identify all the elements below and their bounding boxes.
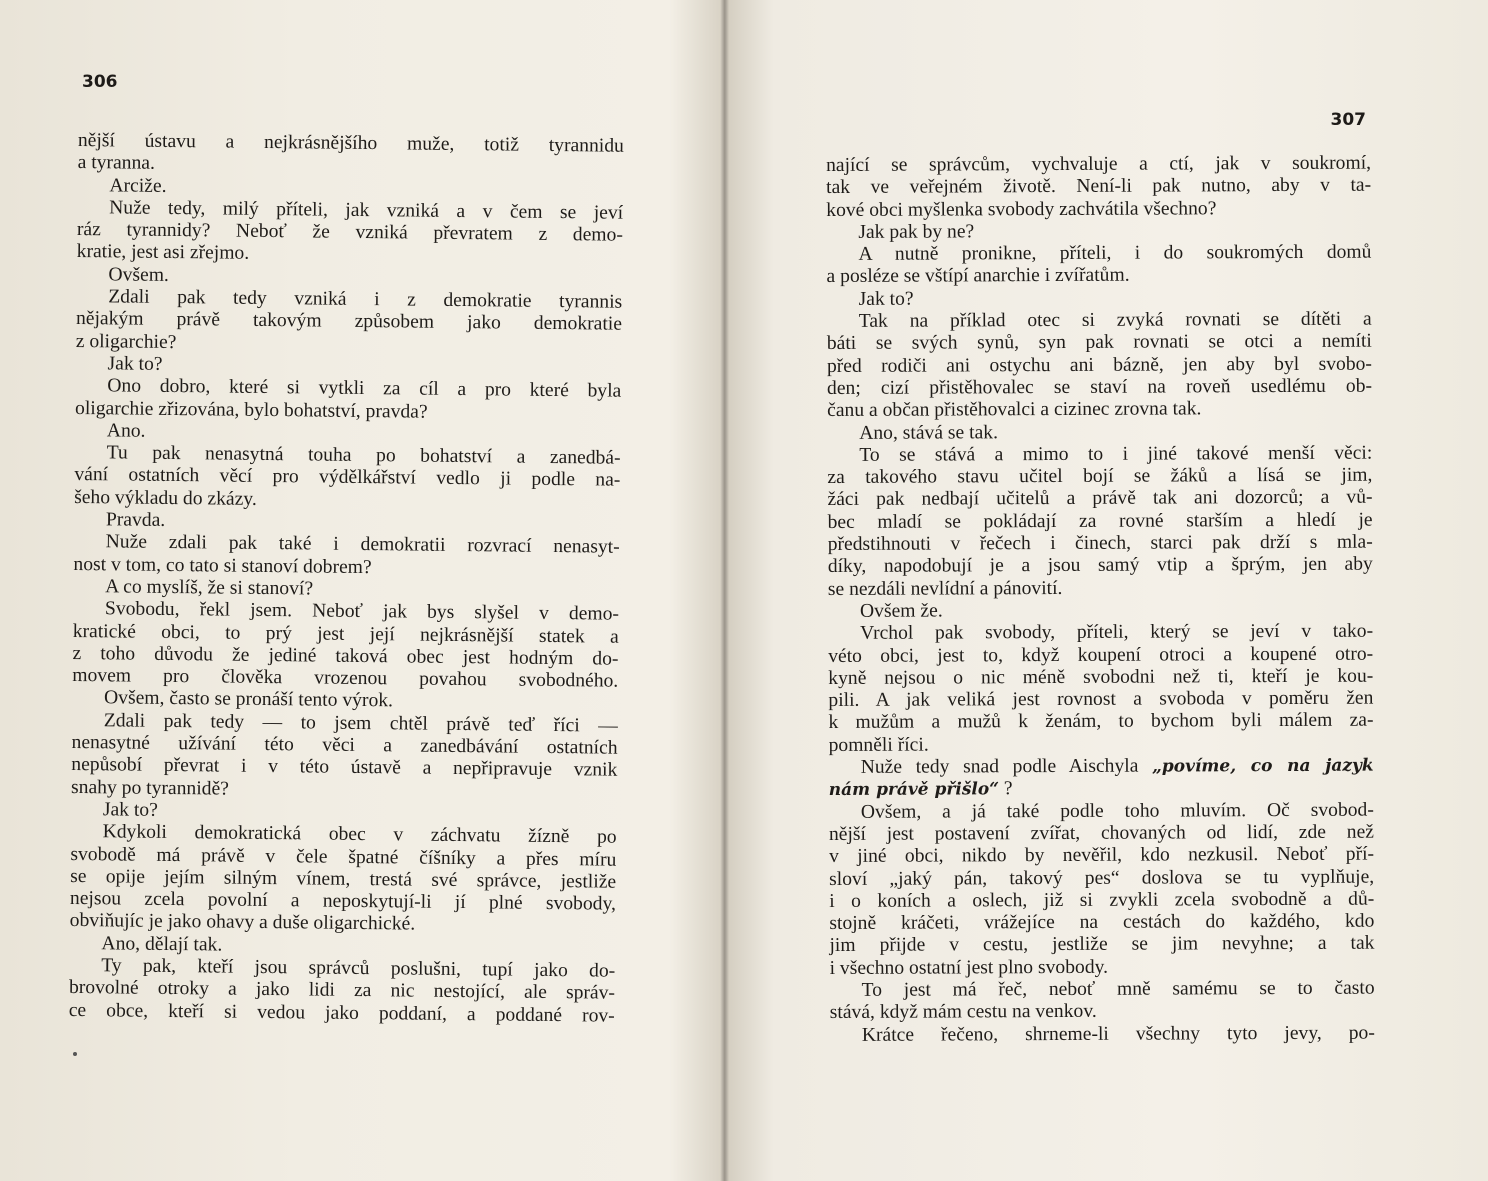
text-line (828, 599, 1373, 624)
text-line (827, 331, 1372, 356)
line-text: pomněli říci. (828, 734, 929, 756)
line-text: To jest má řeč, neboť mně samému se to často (861, 977, 1375, 1001)
line-text: kové obci myšlenka svobody zachvátila všechno? (826, 197, 1217, 221)
line-text: Nuže zdali pak také i demokratii rozvrací nenasyt- (105, 531, 620, 559)
text-line (828, 710, 1373, 735)
text-line (828, 688, 1373, 713)
quote-italic: „povíme, co na jazyk (1152, 755, 1374, 777)
line-text: kyně nejsou o nic méně svobodni než ti, kteří je kou- (828, 665, 1374, 689)
line-text: véto obci, jest to, když koupení otroci a koupené otro- (828, 643, 1374, 667)
page-number: 307 (1330, 110, 1366, 130)
line-text: z oligarchie? (75, 330, 177, 353)
text-line (829, 888, 1374, 913)
line-text: ce obce, kteří si vedou jako poddaní, a poddané rov- (68, 999, 615, 1027)
line-text: nější ústavu a nejkrásnějšího muže, totiž tyrannidu (77, 130, 624, 157)
text-line (829, 755, 1374, 780)
line-text: Jak to? (107, 353, 163, 375)
line-text: Ty pak, kteří jsou správců poslušni, tupí jako do- (101, 955, 616, 982)
line-text: čanu a občan přistěhovalci a cizinec zrovna tak. (827, 398, 1202, 422)
line-text: stává, když mám cestu na venkov. (829, 1001, 1097, 1024)
text-line (829, 911, 1374, 936)
line-text: Vrchol pak svobody, příteli, který se jeví v tako- (860, 620, 1374, 645)
line-text: i všechno ostatní jest plno svobody. (829, 956, 1109, 979)
line-text: oligarchie zřizována, bylo bohatství, pravda? (74, 397, 428, 423)
line-text: brovolné otroky a jako lidi za nic nestojící, ale správ- (68, 977, 616, 1004)
line-text: Arciže. (109, 174, 167, 197)
text-line (826, 242, 1371, 267)
line-text: svobodě má právě v čele špatné číšníky a přes míru (70, 843, 617, 871)
line-text: A co myslíš, že si stanoví? (105, 576, 314, 600)
line-text: nenasytné užívání této věci a zanedbávání ostatních (71, 731, 618, 759)
line-text: Ano, dělají tak. (101, 932, 223, 956)
text-line (828, 509, 1373, 534)
text-line (828, 532, 1373, 557)
ink-speck (73, 1052, 77, 1056)
text-line (827, 286, 1372, 311)
line-text: šeho výkladu do zkázy. (74, 486, 257, 510)
line-text: movem pro člověka vrozenou povahou svobodného. (72, 665, 619, 692)
line-text: nější jest postavení zvířat, chovaných od lidí, zde než (828, 821, 1375, 845)
text-line (828, 576, 1373, 601)
text-line (827, 376, 1372, 401)
line-text: za takového stavu učitel bojí se žáků a lísá se jim, (827, 464, 1373, 489)
text-line (827, 465, 1372, 490)
text-line (828, 554, 1373, 579)
line-text: pili. A jak veliká jest rovnost a svoboda v poměru žen (828, 687, 1374, 712)
text-line (826, 175, 1371, 200)
line-text: Nuže tedy snad podle Aischyla (860, 755, 1139, 778)
line-text: Tak na příklad otec si zvyká rovnati se dítěti a (858, 308, 1372, 332)
right-page (729, 0, 1488, 1181)
text-line (828, 621, 1373, 646)
text-line (830, 955, 1375, 980)
text-line (828, 665, 1373, 690)
left-page (0, 0, 724, 1181)
line-text: stojně kráčeti, vrážejíce na cestách do každého, kdo (829, 910, 1375, 935)
text-line (826, 220, 1371, 245)
line-text: Nuže tedy, milý příteli, jak vzniká a v čem se jeví (109, 197, 624, 224)
line-text: před rodiči ani ostychu ani bázně, jen aby byl svobo- (826, 353, 1372, 377)
text-line (829, 844, 1374, 869)
line-text: nejsou zcela povolní a neposkytují-li jí plné svobody, (69, 888, 617, 915)
text-line (827, 353, 1372, 378)
page-text (69, 130, 624, 1028)
line-text: Ovšem. (108, 264, 170, 286)
line-text: a posléze se vštípí anarchie i zvířatům. (826, 265, 1130, 288)
text-line (827, 420, 1372, 445)
line-text: To se stává a mimo to i jiné takové menší věci: (859, 442, 1373, 466)
line-text: bec mladí se pokládají za rovné starším a hledí je (827, 509, 1373, 533)
text-line (827, 309, 1372, 334)
line-text: snahy po tyrannidě? (71, 776, 230, 800)
text-line (826, 197, 1371, 222)
line-text: Jak pak by ne? (858, 221, 975, 243)
line-text: se opije jejím silným vínem, trestá své správce, jestliže (70, 865, 617, 893)
line-text: obviňujíc je jako ohavy a duše oligarchické. (69, 910, 416, 935)
line-text: Tu pak nenasytná touha po bohatství a zanedbá- (106, 442, 621, 469)
text-line (829, 732, 1374, 757)
text-line (826, 264, 1371, 289)
line-text: předstihnouti v řečech i činech, starci pak drží s mla- (827, 531, 1373, 556)
line-text: jim přijde v cestu, jestliže se jim nevyhne; a tak (829, 933, 1375, 957)
line-text: kratie, jest asi zřejmo. (76, 241, 250, 265)
text-line (830, 1000, 1375, 1025)
line-text: tak ve veřejném životě. Není-li pak nutno, aby v ta- (826, 174, 1372, 199)
line-text: žáci pak nedbají učitelů a právě tak ani dozorců; a vů- (827, 487, 1373, 511)
line-text: Pravda. (105, 509, 166, 531)
line-text: se nezdáli nevlídní a pánovití. (827, 577, 1063, 600)
line-text: nějakým právě takovým způsobem jako demokratie (75, 308, 623, 336)
line-text: A nutně pronikne, příteli, i do soukromých domů (858, 241, 1372, 266)
line-text: v jiné obci, nikdo by nevěřil, kdo nezkusil. Neboť pří- (829, 843, 1375, 868)
line-text: Kdykoli demokratická obec v záchvatu žízně po (102, 821, 617, 848)
quote-italic: nám právě přišlo“ (828, 779, 1000, 801)
line-text: Ovšem že. (859, 600, 943, 622)
line-text: z toho důvodu že jediné taková obec jest hodným do- (72, 642, 619, 670)
line-text: ráz tyrannidy? Neboť že vzniká převratem z demo- (76, 219, 624, 246)
text-line (826, 153, 1371, 178)
text-line (829, 933, 1374, 958)
line-text: Ono dobro, které si vytkli za cíl a pro které byla (107, 375, 622, 402)
line-text: Jak to? (858, 288, 914, 310)
text-line (829, 822, 1374, 847)
line-text: Ano, stává se tak. (859, 421, 999, 444)
line-text: vání ostatních věcí pro výdělkářství vedlo ji podle na- (74, 464, 621, 492)
line-text: Jak to? (102, 799, 158, 821)
line-tail: ? (998, 778, 1013, 800)
line-text: Zdali pak tedy vzniká i z demokratie tyrannis (108, 286, 623, 313)
line-text: k mužům a mužů k ženám, to bychom byli málem za- (828, 710, 1374, 734)
text-line (830, 1022, 1375, 1047)
text-line (829, 777, 1374, 802)
page-text (826, 153, 1375, 1047)
text-line (827, 398, 1372, 423)
line-text: báti se svých synů, syn pak rovnati se otci a nemíti (826, 330, 1372, 355)
line-text: Ovšem, a já také podle toho mluvím. Oč svobod- (860, 799, 1374, 823)
line-text: Ano. (106, 420, 146, 442)
line-text: Svobodu, řekl jsem. Neboť jak bys slyšel v demo- (104, 598, 620, 625)
text-line (828, 643, 1373, 668)
line-text: sloví „jaký pán, takový pes“ doslova se tu vyplňuje, (829, 866, 1375, 890)
text-line (829, 866, 1374, 891)
text-line (827, 487, 1372, 512)
line-text: Ovšem, často se pronáší tento výrok. (103, 687, 394, 712)
text-line (69, 1000, 615, 1028)
page-number: 306 (82, 72, 118, 92)
line-text: a tyranna. (77, 152, 156, 175)
line-text: díky, napodobují je a jsou samý vtip a šprým, jen aby (827, 553, 1373, 578)
line-text: nající se správcům, vychvaluje a ctí, jak v soukromí, (826, 152, 1372, 176)
text-line (829, 799, 1374, 824)
line-text: den; cizí přistěhovalec se staví na roveň usedlému ob- (826, 375, 1373, 399)
text-line (830, 978, 1375, 1003)
line-text: kratické obci, to prý jest její nejkrásnější statek a (72, 620, 619, 648)
line-text: nost v tom, co tato si stanoví dobrem? (73, 553, 372, 578)
line-text: i o koních a oslech, již si zvykli zcela svobodně a dů- (829, 888, 1375, 912)
line-text: Krátce řečeno, shrneme-li všechny tyto jevy, po- (861, 1022, 1375, 1046)
text-line (827, 442, 1372, 467)
line-text: Zdali pak tedy — to jsem chtěl právě teď říci — (103, 710, 618, 737)
line-text: nepůsobí převrat i v této ústavě a nepřipravuje vznik (71, 754, 618, 781)
